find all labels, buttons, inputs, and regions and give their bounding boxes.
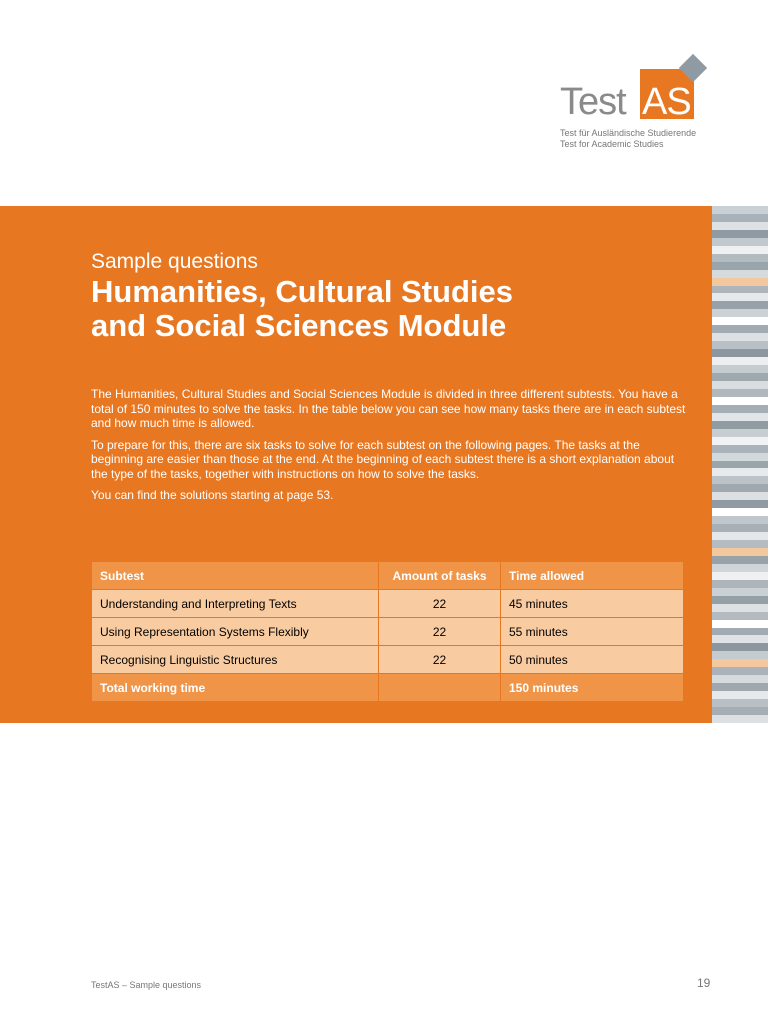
footer-label: TestAS – Sample questions: [91, 980, 202, 990]
stripe: [712, 286, 768, 294]
cell-amount: 22: [379, 590, 501, 618]
stripe: [712, 445, 768, 453]
cell-total-label: Total working time: [92, 674, 379, 702]
subtest-table: [91, 561, 684, 702]
cell-amount: 22: [379, 618, 501, 646]
stripe: [712, 397, 768, 405]
stripe: [712, 357, 768, 365]
stripe: [712, 453, 768, 461]
cell-time: 45 minutes: [501, 590, 684, 618]
stripe: [712, 667, 768, 675]
stripe: [712, 206, 768, 214]
stripe: [712, 468, 768, 476]
stripe: [712, 262, 768, 270]
stripe: [712, 707, 768, 715]
table-row: [92, 646, 684, 674]
logo-tagline-de: Test für Ausländische Studierende: [560, 128, 697, 138]
stripe: [712, 309, 768, 317]
stripe: [712, 683, 768, 691]
stripe: [712, 572, 768, 580]
stripe: [712, 524, 768, 532]
stripe: [712, 437, 768, 445]
stripe: [712, 604, 768, 612]
stripe: [712, 461, 768, 469]
stripe: [712, 556, 768, 564]
cell-amount: 22: [379, 646, 501, 674]
page-number: 19: [697, 976, 711, 990]
stripe: [712, 516, 768, 524]
logo-word-as: AS: [642, 81, 691, 123]
stripe: [712, 628, 768, 636]
section-kicker: Sample questions: [91, 250, 258, 273]
stripe: [712, 293, 768, 301]
cell-subtest: Using Representation Systems Flexibly: [92, 618, 379, 646]
stripe: [712, 301, 768, 309]
logo-tagline: [560, 128, 696, 150]
stripe: [712, 278, 768, 286]
stripe: [712, 246, 768, 254]
intro-paragraph-1: The Humanities, Cultural Studies and Social Sciences Module is divided in three different subtests. You have a total of 150 minutes to solve the tasks. In the table below you can see how many tasks there are in each subtest and how much time is allowed.: [91, 387, 686, 430]
stripe: [712, 341, 768, 349]
stripe: [712, 214, 768, 222]
stripe: [712, 270, 768, 278]
column-header-time: Time allowed: [501, 562, 684, 590]
decorative-stripes: [712, 206, 768, 723]
column-header-amount: Amount of tasks: [379, 562, 501, 590]
stripe: [712, 651, 768, 659]
stripe: [712, 365, 768, 373]
stripe: [712, 675, 768, 683]
page-title-line1: Humanities, Cultural Studies: [91, 274, 514, 309]
stripe: [712, 532, 768, 540]
column-header-subtest: Subtest: [92, 562, 379, 590]
stripe: [712, 699, 768, 707]
stripe: [712, 564, 768, 572]
stripe: [712, 500, 768, 508]
stripe: [712, 476, 768, 484]
stripe: [712, 492, 768, 500]
stripe: [712, 612, 768, 620]
cell-time: 55 minutes: [501, 618, 684, 646]
cell-time: 50 minutes: [501, 646, 684, 674]
stripe: [712, 325, 768, 333]
stripe: [712, 548, 768, 556]
stripe: [712, 254, 768, 262]
stripe: [712, 222, 768, 230]
cell-total-amount: [379, 674, 501, 702]
cell-subtest: Understanding and Interpreting Texts: [92, 590, 379, 618]
stripe: [712, 381, 768, 389]
stripe: [712, 333, 768, 341]
stripe: [712, 484, 768, 492]
logo-tagline-en: Test for Academic Studies: [560, 139, 664, 149]
stripe: [712, 421, 768, 429]
stripe: [712, 715, 768, 723]
cell-subtest: Recognising Linguistic Structures: [92, 646, 379, 674]
table-row: [92, 590, 684, 618]
stripe: [712, 580, 768, 588]
stripe: [712, 540, 768, 548]
stripe: [712, 317, 768, 325]
stripe: [712, 596, 768, 604]
intro-text: [91, 387, 691, 510]
stripe: [712, 620, 768, 628]
intro-paragraph-3: You can find the solutions starting at page 53.: [91, 488, 334, 502]
logo-word-test: Test: [560, 81, 626, 123]
stripe: [712, 635, 768, 643]
stripe: [712, 588, 768, 596]
stripe: [712, 238, 768, 246]
stripe: [712, 413, 768, 421]
stripe: [712, 373, 768, 381]
page-title-line2: and Social Sciences Module: [91, 308, 507, 343]
table-total-row: [92, 674, 684, 702]
stripe: [712, 691, 768, 699]
page-title: [91, 275, 691, 343]
table-row: [92, 618, 684, 646]
stripe: [712, 643, 768, 651]
stripe: [712, 405, 768, 413]
stripe: [712, 389, 768, 397]
stripe: [712, 659, 768, 667]
stripe: [712, 508, 768, 516]
testas-logo: [560, 56, 720, 156]
cell-total-time: 150 minutes: [501, 674, 684, 702]
stripe: [712, 230, 768, 238]
intro-paragraph-2: To prepare for this, there are six tasks to solve for each subtest on the following pages. The tasks at the beginning are easier than those at the end. At the beginning of each subtest there is a short explanation about the type of the tasks, together with instructions on how to solve the tasks.: [91, 437, 675, 481]
stripe: [712, 429, 768, 437]
stripe: [712, 349, 768, 357]
table-header-row: [92, 562, 684, 590]
